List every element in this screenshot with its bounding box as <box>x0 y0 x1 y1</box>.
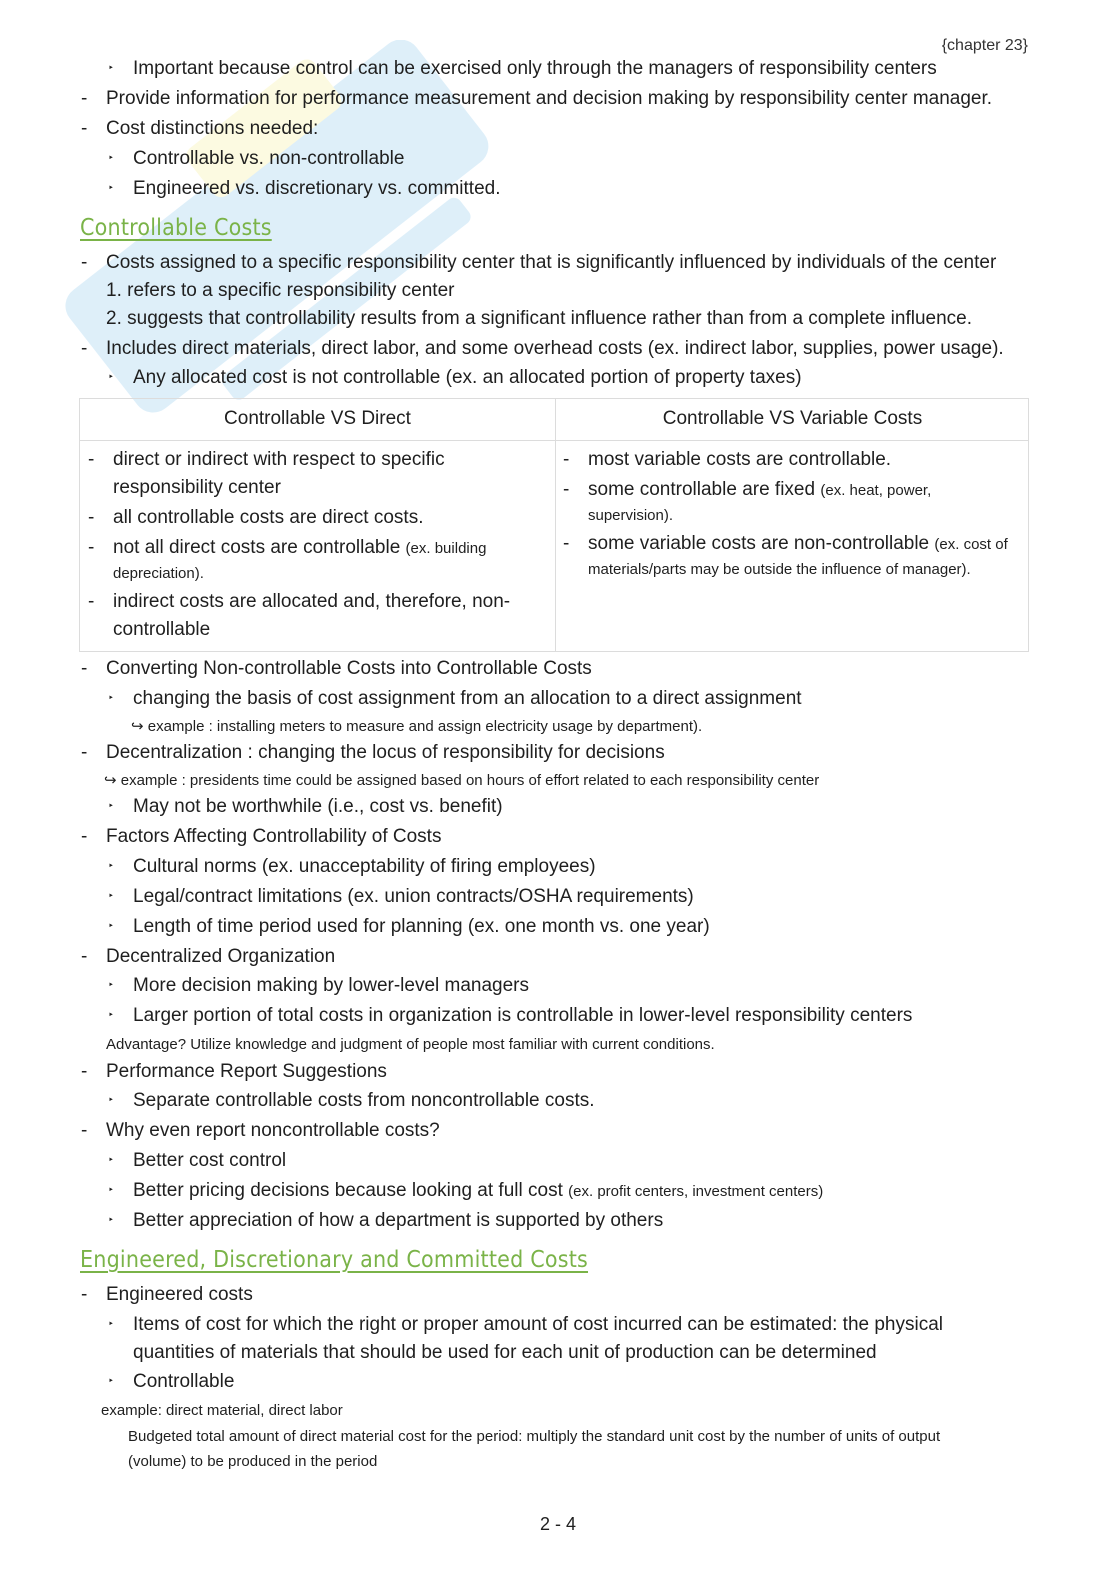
dash-marker: - <box>81 1061 88 1082</box>
dash-marker: - <box>563 533 570 554</box>
list-item-text: Controllable <box>133 1371 235 1392</box>
advantage-note-text: Advantage? Utilize knowledge and judgment of people most familiar with current conditions. <box>106 1036 715 1053</box>
list-item-text <box>133 1180 823 1202</box>
table-cell-text: all controllable costs are direct costs. <box>113 507 424 528</box>
list-item-text: Why even report noncontrollable costs? <box>106 1120 440 1141</box>
bullet-marker: ‣ <box>108 980 114 991</box>
dash-marker: - <box>81 826 88 847</box>
example-note-text: ↪ example : presidents time could be assigned based on hours of effort related to each responsibility center <box>104 772 820 789</box>
numbered-item-text: 2. suggests that controllability results from a significant influence rather than from a complete influence. <box>106 308 972 329</box>
table-cell-note: supervision). <box>588 507 674 524</box>
list-item-text: Separate controllable costs from noncontrollable costs. <box>133 1090 595 1111</box>
table-header-controllable-vs-direct: Controllable VS Direct <box>224 408 411 429</box>
dash-marker: - <box>563 479 570 500</box>
dash-marker: - <box>81 658 88 679</box>
table-cell-text: most variable costs are controllable. <box>588 449 892 470</box>
example-note-text: example: direct material, direct labor <box>101 1402 343 1419</box>
bullet-marker: ‣ <box>108 1010 114 1021</box>
dash-marker: - <box>81 1284 88 1305</box>
bullet-marker: ‣ <box>108 891 114 902</box>
table-cell-note: (ex. heat, power, <box>820 482 932 499</box>
list-item-text: May not be worthwhile (i.e., cost vs. benefit) <box>133 796 503 817</box>
bullet-marker: ‣ <box>108 183 114 194</box>
list-item-text: Cost distinctions needed: <box>106 118 319 139</box>
dash-marker: - <box>81 946 88 967</box>
dash-marker: - <box>81 1120 88 1141</box>
list-item-text: Factors Affecting Controllability of Costs <box>106 826 442 847</box>
list-item-text: Controllable vs. non-controllable <box>133 148 405 169</box>
page-number: 2 - 4 <box>539 1514 577 1534</box>
dash-marker: - <box>81 118 88 139</box>
list-item-text: Decentralized Organization <box>106 946 336 967</box>
table-cell-text: indirect costs are allocated and, therefore, non- <box>113 591 511 612</box>
table-cell-text: responsibility center <box>113 477 281 498</box>
bullet-marker: ‣ <box>108 1155 114 1166</box>
example-note-text: ↪ example : installing meters to measure and assign electricity usage by department). <box>131 718 703 735</box>
list-item-text: Performance Report Suggestions <box>106 1061 387 1082</box>
list-item-text: Length of time period used for planning (ex. one month vs. one year) <box>133 916 710 937</box>
bullet-marker: ‣ <box>108 63 114 74</box>
numbered-item-text: 1. refers to a specific responsibility center <box>106 280 455 301</box>
bullet-marker: ‣ <box>108 372 114 383</box>
comparison-table <box>79 398 1029 652</box>
list-item-text: Costs assigned to a specific responsibility center that is significantly influenced by individuals of the center <box>106 252 997 273</box>
table-column-divider <box>555 399 556 651</box>
dash-marker: - <box>81 742 88 763</box>
dash-marker: - <box>81 338 88 359</box>
bullet-marker: ‣ <box>108 1376 114 1387</box>
list-item-text: changing the basis of cost assignment from an allocation to a direct assignment <box>133 688 802 709</box>
chapter-label: {chapter 23} <box>941 37 1028 54</box>
list-item-main: Better pricing decisions because looking at full cost <box>133 1180 563 1201</box>
list-item-text: Better appreciation of how a department is supported by others <box>133 1210 664 1231</box>
list-item-text: Important because control can be exercised only through the managers of responsibility centers <box>133 58 937 79</box>
bullet-marker: ‣ <box>108 1185 114 1196</box>
bullet-marker: ‣ <box>108 1319 114 1330</box>
example-note-text: Budgeted total amount of direct material cost for the period: multiply the standard unit cost by the number of units of output <box>128 1428 941 1445</box>
bullet-marker: ‣ <box>108 153 114 164</box>
table-cell-note: materials/parts may be outside the influence of manager). <box>588 561 971 578</box>
list-item-text: Cultural norms (ex. unacceptability of firing employees) <box>133 856 596 877</box>
list-item-text: Better cost control <box>133 1150 287 1171</box>
dash-marker: - <box>563 449 570 470</box>
list-item-text: Provide information for performance measurement and decision making by responsibility center manager. <box>106 88 993 109</box>
dash-marker: - <box>81 88 88 109</box>
list-item-note: (ex. profit centers, investment centers) <box>568 1183 824 1200</box>
list-item-text: Larger portion of total costs in organization is controllable in lower-level responsibility centers <box>133 1005 913 1026</box>
table-cell-note: (ex. cost of <box>934 536 1008 553</box>
table-cell-main: some variable costs are non-controllable <box>588 533 930 554</box>
section-heading-engineered-costs: Engineered, Discretionary and Committed Costs <box>80 1247 589 1273</box>
table-cell-main: not all direct costs are controllable <box>113 537 401 558</box>
list-item-text: Legal/contract limitations (ex. union contracts/OSHA requirements) <box>133 886 694 907</box>
table-cell-note: depreciation). <box>113 565 204 582</box>
bullet-marker: ‣ <box>108 693 114 704</box>
list-item-text: Includes direct materials, direct labor, and some overhead costs (ex. indirect labor, supplies, power usage). <box>106 338 1004 359</box>
table-cell-text <box>588 479 931 501</box>
example-note-text: (volume) to be produced in the period <box>128 1453 378 1470</box>
dash-marker: - <box>81 252 88 273</box>
section-heading-controllable-costs: Controllable Costs <box>80 215 272 241</box>
bullet-marker: ‣ <box>108 1215 114 1226</box>
list-item-text: Converting Non-controllable Costs into Controllable Costs <box>106 658 592 679</box>
bullet-marker: ‣ <box>108 801 114 812</box>
list-item-text: More decision making by lower-level managers <box>133 975 530 996</box>
table-cell-text: direct or indirect with respect to specific <box>113 449 445 470</box>
list-item-text: Any allocated cost is not controllable (ex. an allocated portion of property taxes) <box>133 367 802 388</box>
table-cell-note: (ex. building <box>405 540 487 557</box>
table-cell-main: some controllable are fixed <box>588 479 816 500</box>
bullet-marker: ‣ <box>108 921 114 932</box>
list-item-text: Decentralization : changing the locus of responsibility for decisions <box>106 742 665 763</box>
list-item-text: Engineered vs. discretionary vs. committed. <box>133 178 501 199</box>
table-cell-text <box>588 533 1008 555</box>
dash-marker: - <box>88 449 95 470</box>
table-cell-text <box>113 537 486 559</box>
table-cell-text: controllable <box>113 619 211 640</box>
dash-marker: - <box>88 537 95 558</box>
list-item-text: Items of cost for which the right or proper amount of cost incurred can be estimated: the physical <box>133 1314 944 1335</box>
table-header-controllable-vs-variable: Controllable VS Variable Costs <box>662 408 923 429</box>
bullet-marker: ‣ <box>108 1095 114 1106</box>
dash-marker: - <box>88 507 95 528</box>
list-item-text: quantities of materials that should be used for each unit of production can be determined <box>133 1342 877 1363</box>
dash-marker: - <box>88 591 95 612</box>
list-item-text: Engineered costs <box>106 1284 253 1305</box>
bullet-marker: ‣ <box>108 861 114 872</box>
